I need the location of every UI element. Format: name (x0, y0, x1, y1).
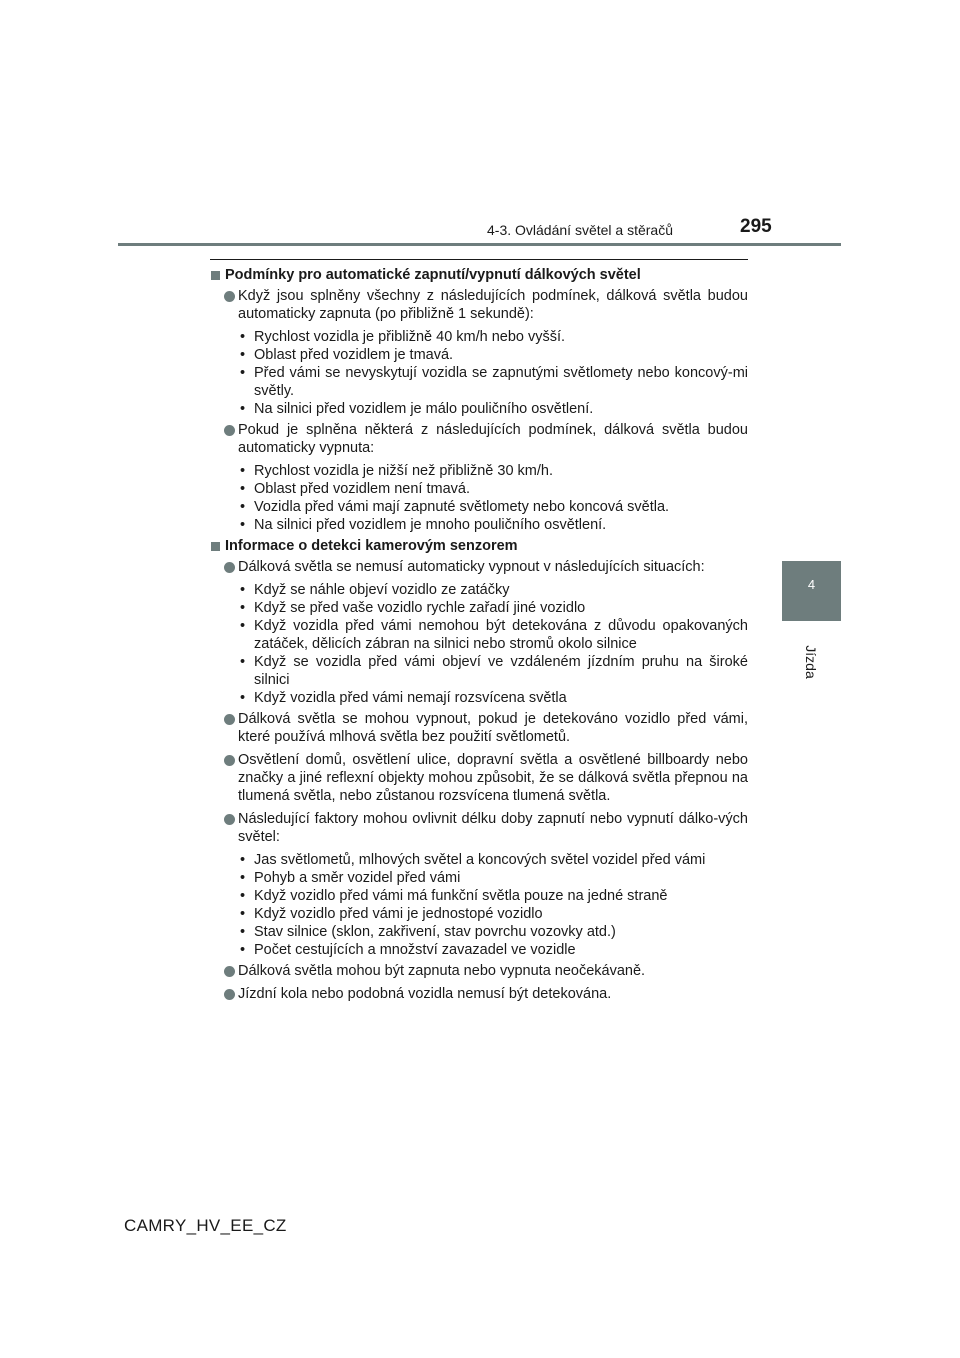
list-item-text: Dálková světla se nemusí automaticky vypnout v následujících situacích: (238, 559, 705, 575)
header-rule (118, 243, 841, 246)
list-item-text: Jízdní kola nebo podobná vozidla nemusí být detekována. (238, 986, 612, 1002)
sub-list (210, 851, 748, 959)
section-heading-text: Informace o detekci kamerovým senzorem (225, 538, 518, 554)
chapter-label: Jízda (803, 645, 819, 679)
circle-bullet-icon (224, 966, 235, 977)
document-code: CAMRY_HV_EE_CZ (124, 1216, 287, 1235)
list-item-text: Dálková světla mohou být zapnuta nebo vypnuta neočekávaně. (238, 963, 646, 979)
circle-bullet-icon (224, 291, 235, 302)
sub-list-item: • Když vozidlo před vámi má funkční světla pouze na jedné straně (240, 888, 668, 904)
list-item (210, 962, 748, 980)
circle-bullet-icon (224, 562, 235, 573)
circle-bullet-icon (224, 425, 235, 436)
square-bullet-icon (211, 271, 220, 280)
list-item (210, 287, 748, 323)
sub-list-item: • Rychlost vozidla je nižší než přibližně 30 km/h. (240, 463, 553, 479)
section-heading-text: Podmínky pro automatické zapnutí/vypnutí dálkových světel (225, 267, 641, 283)
square-bullet-icon (211, 542, 220, 551)
page-number: 295 (740, 216, 772, 237)
circle-bullet-icon (224, 755, 235, 766)
content-body (210, 264, 748, 1008)
list-item (210, 810, 748, 846)
sub-list-item: • Pohyb a směr vozidel před vámi (240, 870, 461, 886)
sub-list-item: • Na silnici před vozidlem je málo pouličního osvětlení. (240, 401, 594, 417)
chapter-label-box (803, 642, 819, 682)
list-item (210, 751, 748, 805)
content-top-rule (210, 259, 748, 260)
list-item-text: Když jsou splněny všechny z následujících podmínek, dálková světla budou automaticky zapnuta (po přibližně 1 sekundě): (238, 288, 748, 322)
sub-list (210, 328, 748, 418)
sub-list-item: • Počet cestujících a množství zavazadel ve vozidle (240, 942, 576, 958)
sub-list-item: • Když se vozidla před vámi objeví ve vzdáleném jízdním pruhu na široké silnici (240, 654, 748, 688)
list-item (210, 985, 748, 1003)
section-heading (210, 537, 748, 555)
sub-list (210, 581, 748, 707)
circle-bullet-icon (224, 814, 235, 825)
list-item-text: Dálková světla se mohou vypnout, pokud je detekováno vozidlo před vámi, které používá mlhová světla bez použití světlometů. (238, 711, 748, 745)
sub-list-item: • Jas světlometů, mlhových světel a koncových světel vozidel před vámi (240, 852, 706, 868)
sub-list (210, 462, 748, 534)
list-item-text: Následující faktory mohou ovlivnit délku doby zapnutí nebo vypnutí dálko-vých světel: (238, 811, 748, 845)
sub-list-item: • Na silnici před vozidlem je mnoho pouličního osvětlení. (240, 517, 607, 533)
sub-list-item: • Když vozidla před vámi nemají rozsvícena světla (240, 690, 567, 706)
section-heading (210, 266, 748, 284)
list-item-text: Osvětlení domů, osvětlení ulice, dopravní světla a osvětlené billboardy nebo značky a jiné reflexní objekty mohou způsobit, že se dálková světla přepnou na tlumená světla, nebo zůstanou rozsvícena tlumená světla. (238, 752, 748, 804)
list-item (210, 710, 748, 746)
chapter-number: 4 (807, 577, 816, 592)
circle-bullet-icon (224, 989, 235, 1000)
sub-list-item: • Oblast před vozidlem je tmavá. (240, 347, 454, 363)
sub-list-item: • Stav silnice (sklon, zakřivení, stav povrchu vozovky atd.) (240, 924, 616, 940)
sub-list-item: • Vozidla před vámi mají zapnuté světlomety nebo koncová světla. (240, 499, 670, 515)
sub-list-item: • Když vozidla před vámi nemohou být detekována z důvodu opakovaných zatáček, dělicích zábran na silnici nebo stromů okolo silnice (240, 618, 748, 652)
chapter-tab[interactable] (782, 561, 841, 621)
sub-list-item: • Když vozidlo před vámi je jednostopé vozidlo (240, 906, 543, 922)
sub-list-item: • Když se před vaše vozidlo rychle zařadí jiné vozidlo (240, 600, 586, 616)
sub-list-item: • Před vámi se nevyskytují vozidla se zapnutými světlomety nebo koncový-mi světly. (240, 365, 748, 399)
sub-list-item: • Oblast před vozidlem není tmavá. (240, 481, 470, 497)
sub-list-item: • Rychlost vozidla je přibližně 40 km/h nebo vyšší. (240, 329, 566, 345)
list-item (210, 558, 748, 576)
sub-list-item: • Když se náhle objeví vozidlo ze zatáčky (240, 582, 510, 598)
list-item-text: Pokud je splněna některá z následujících podmínek, dálková světla budou automaticky vypnuta: (238, 422, 748, 456)
circle-bullet-icon (224, 714, 235, 725)
list-item (210, 421, 748, 457)
section-title: 4-3. Ovládání světel a stěračů (487, 222, 673, 238)
